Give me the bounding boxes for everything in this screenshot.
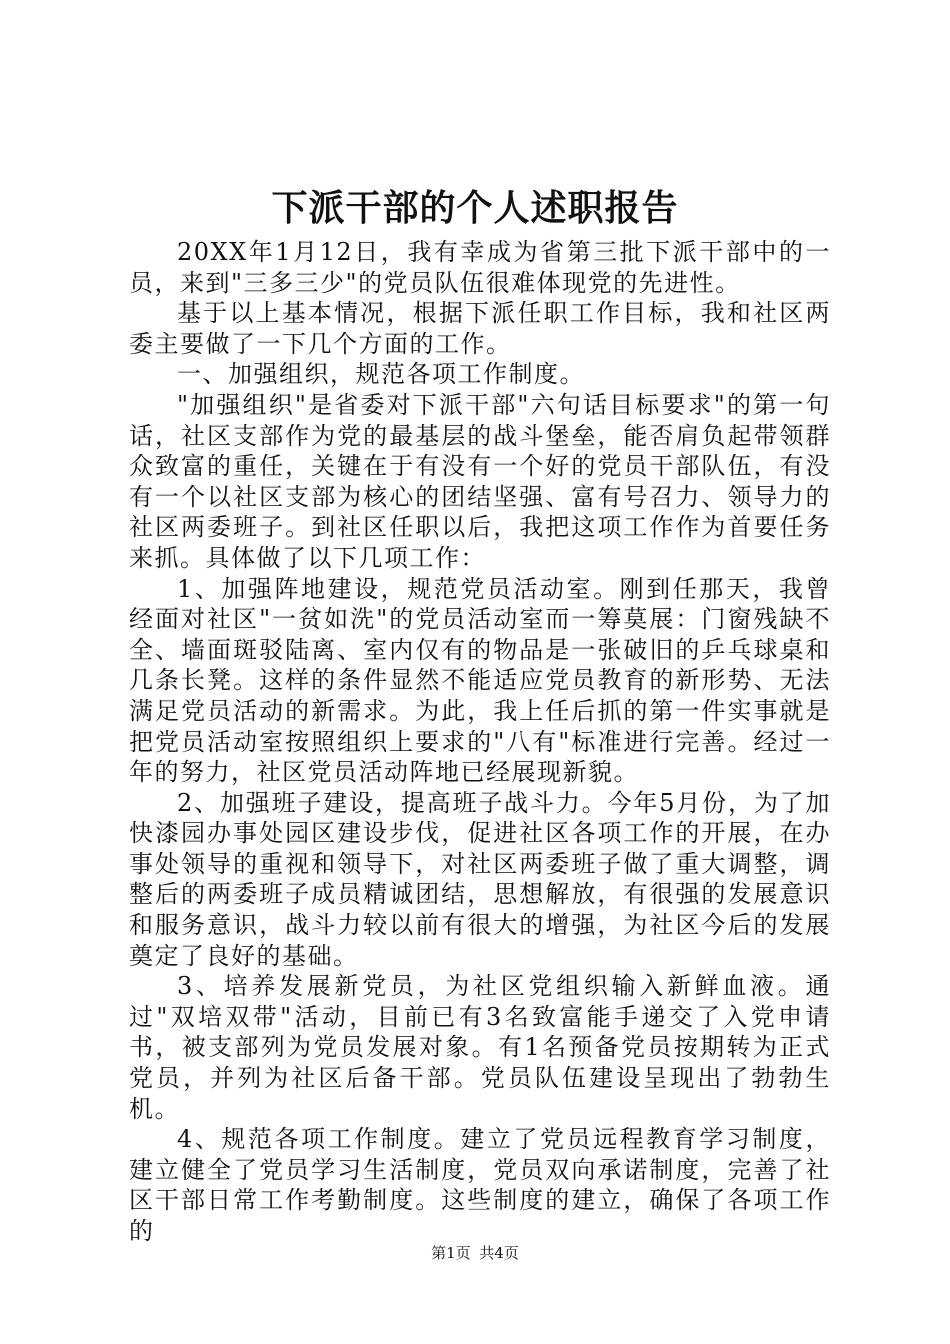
paragraph-item-3: 3、培养发展新党员，为社区党组织输入新鲜血液。通过"双培双带"活动，目前已有3名致富能手递交了入党申请书，被支部列为党员发展对象。有1名预备党员按期转为正式党员，并列为社区后备干部。党员队伍建设呈现出了勃勃生机。 [129, 972, 831, 1123]
paragraph-basis: 基于以上基本情况，根据下派任职工作目标，我和社区两委主要做了一下几个方面的工作。 [129, 299, 831, 358]
paragraph-item-2: 2、加强班子建设，提高班子战斗力。今年5月份，为了加快漆园办事处园区建设步伐，促进社区各项工作的开展，在办事处领导的重视和领导下，对社区两委班子做了重大调整，调整后的两委班子成员精诚团结，思想解放，有很强的发展意识和服务意识，战斗力较以前有很大的增强，为社区今后的发展奠定了良好的基础。 [129, 788, 831, 970]
document-title: 下派干部的个人述职报告 [271, 187, 679, 229]
page-footer [0, 1243, 950, 1263]
page-number: 第1页 [431, 1244, 471, 1262]
paragraph-intro: 20XX年1月12日，我有幸成为省第三批下派干部中的一员，来到"三多三少"的党员队伍很难体现党的先进性。 [129, 238, 831, 297]
paragraph-strengthen-organization: "加强组织"是省委对下派干部"六句话目标要求"的第一句话，社区支部作为党的最基层的战斗堡垒，能否肩负起带领群众致富的重任，关键在于有没有一个好的党员干部队伍，有没有一个以社区支部为核心的团结坚强、富有号召力、领导力的社区两委班子。到社区任职以后，我把这项工作作为首要任务来抓。具体做了以下几项工作： [129, 390, 831, 572]
paragraph-item-4: 4、规范各项工作制度。建立了党员远程教育学习制度，建立健全了党员学习生活制度，党员双向承诺制度，完善了社区干部日常工作考勤制度。这些制度的建立，确保了各项工作的 [129, 1125, 831, 1245]
document-body [129, 237, 831, 1247]
section-heading-1: 一、加强组织，规范各项工作制度。 [177, 360, 585, 389]
page-total: 共4页 [479, 1244, 519, 1262]
paragraph-item-1: 1、加强阵地建设，规范党员活动室。刚到任那天，我曾经面对社区"一贫如洗"的党员活动室而一筹莫展：门窗残缺不全、墙面斑驳陆离、室内仅有的物品是一张破旧的乒乓球桌和几条长凳。这样的条件显然不能适应党员教育的新形势、无法满足党员活动的新需求。为此，我上任后抓的第一件实事就是把党员活动室按照组织上要求的"八有"标准进行完善。经过一年的努力，社区党员活动阵地已经展现新貌。 [129, 574, 831, 787]
